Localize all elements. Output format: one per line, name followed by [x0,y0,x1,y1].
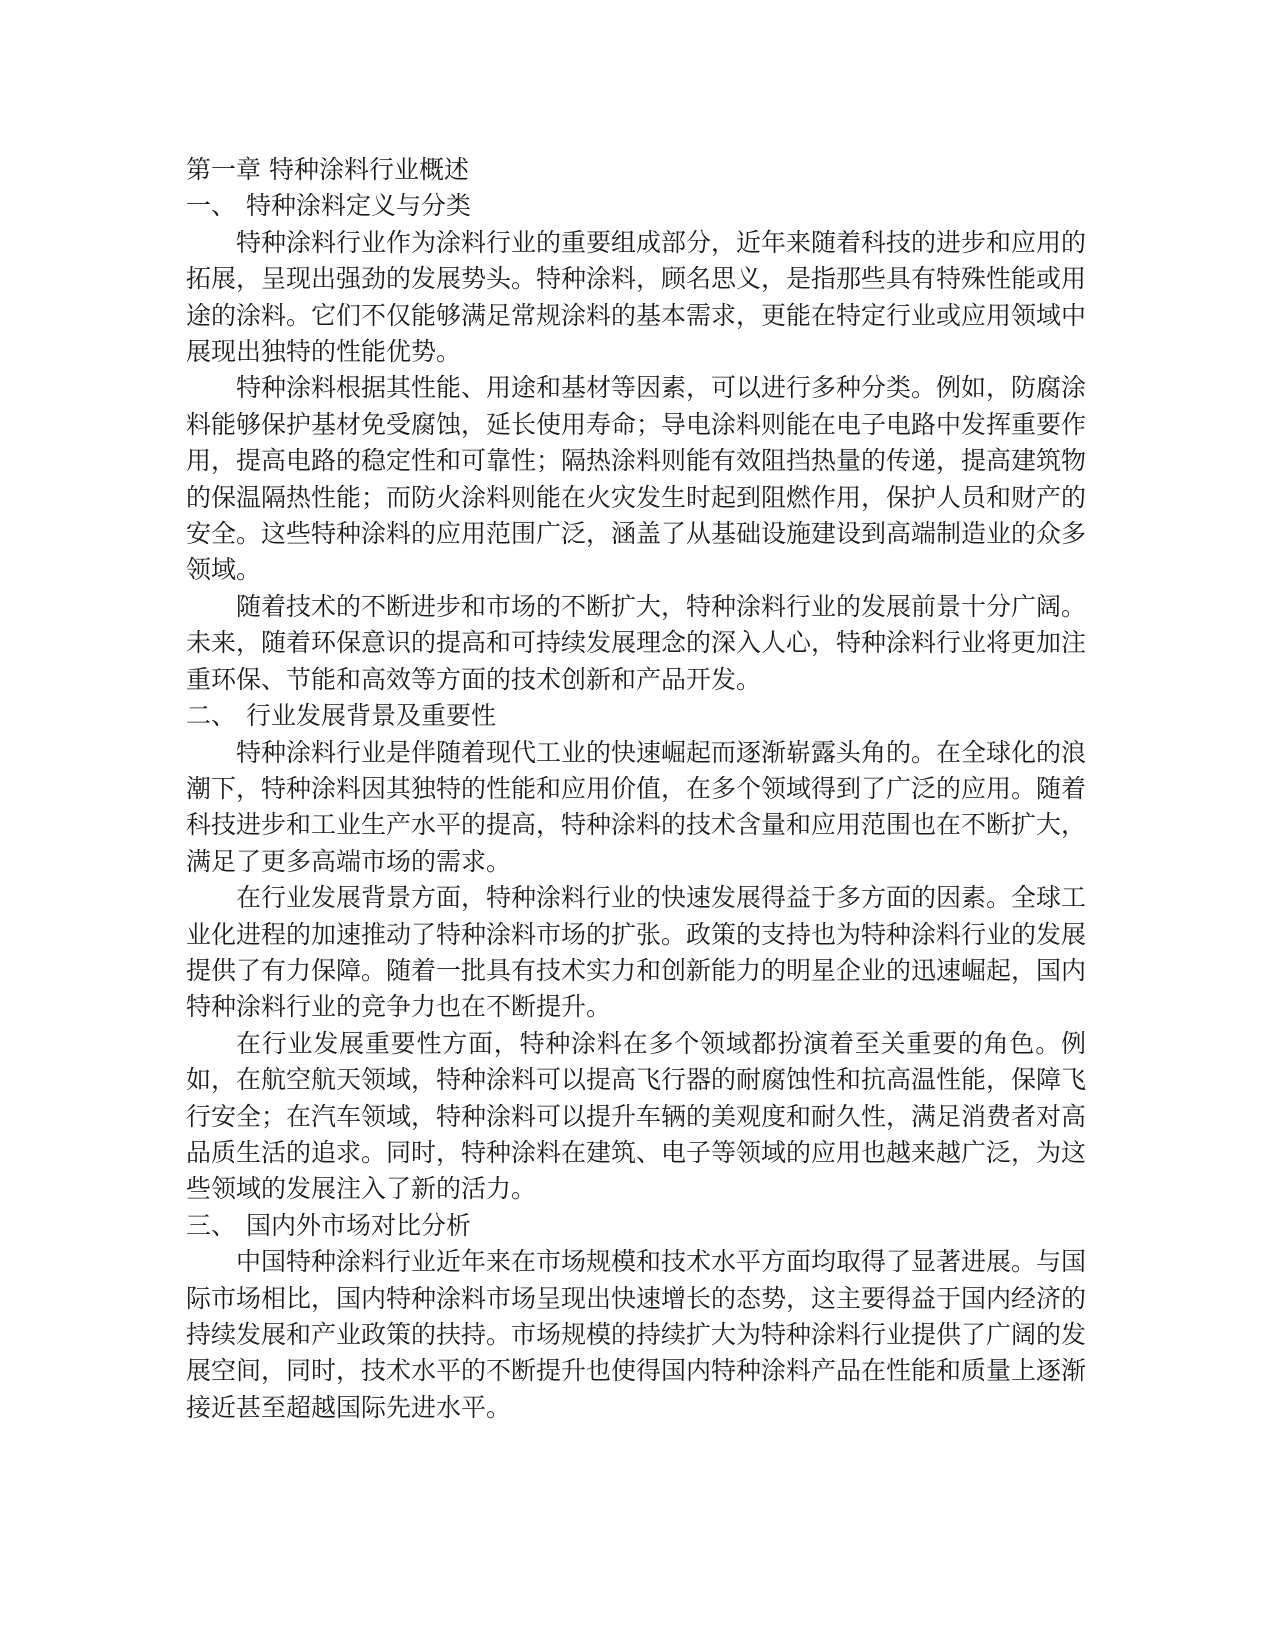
paragraph: 特种涂料行业作为涂料行业的重要组成部分，近年来随着科技的进步和应用的拓展，呈现出强劲的发展势头。特种涂料，顾名思义，是指那些具有特殊性能或用途的涂料。它们不仅能够满足常规涂料的基本需求，更能在特定行业或应用领域中展现出独特的性能优势。 [186,227,1087,367]
section-number: 一、 [186,191,237,221]
section-title: 国内外市场对比分析 [246,1210,472,1240]
section-heading-1 [186,188,1086,224]
paragraph: 在行业发展重要性方面，特种涂料在多个领域都扮演着至关重要的角色。例如，在航空航天领域，特种涂料可以提高飞行器的耐腐蚀性和抗高温性能，保障飞行安全；在汽车领域，特种涂料可以提升车辆的美观度和耐久性，满足消费者对高品质生活的追求。同时，特种涂料在建筑、电子等领域的应用也越来越广泛，为这些领域的发展注入了新的活力。 [186,1028,1087,1204]
document-body [186,152,1086,1426]
chapter-title: 第一章 特种涂料行业概述 [186,155,469,184]
paragraph: 在行业发展背景方面，特种涂料行业的快速发展得益于多方面的因素。全球工业化进程的加速推动了特种涂料市场的扩张。政策的支持也为特种涂料行业的发展提供了有力保障。随着一批具有技术实力和创新能力的明星企业的迅速崛起，国内特种涂料行业的竞争力也在不断提升。 [186,883,1087,1022]
paragraph: 中国特种涂料行业近年来在市场规模和技术水平方面均取得了显著进展。与国际市场相比，国内特种涂料市场呈现出快速增长的态势，这主要得益于国内经济的持续发展和产业政策的扶持。市场规模的持续扩大为特种涂料行业提供了广阔的发展空间，同时，技术水平的不断提升也使得国内特种涂料产品在性能和质量上逐渐接近甚至超越国际先进水平。 [186,1247,1087,1422]
paragraph: 随着技术的不断进步和市场的不断扩大，特种涂料行业的发展前景十分广阔。未来，随着环保意识的提高和可持续发展理念的深入人心，特种涂料行业将更加注重环保、节能和高效等方面的技术创新和产品开发。 [186,591,1087,694]
section-title: 行业发展背景及重要性 [246,701,497,731]
section-title: 特种涂料定义与分类 [246,191,472,221]
paragraph: 特种涂料行业是伴随着现代工业的快速崛起而逐渐崭露头角的。在全球化的浪潮下，特种涂料因其独特的性能和应用价值，在多个领域得到了广泛的应用。随着科技进步和工业生产水平的提高，特种涂料的技术含量和应用范围也在不断扩大，满足了更多高端市场的需求。 [186,737,1087,876]
section-heading-3 [186,1208,1086,1244]
section-heading-2 [186,698,1086,734]
section-number: 三、 [186,1210,237,1240]
section-number: 二、 [186,701,237,731]
paragraph: 特种涂料根据其性能、用途和基材等因素，可以进行多种分类。例如，防腐涂料能够保护基材免受腐蚀，延长使用寿命；导电涂料则能在电子电路中发挥重要作用，提高电路的稳定性和可靠性；隔热涂料则能有效阻挡热量的传递，提高建筑物的保温隔热性能；而防火涂料则能在火灾发生时起到阻燃作用，保护人员和财产的安全。这些特种涂料的应用范围广泛，涵盖了从基础设施建设到高端制造业的众多领域。 [186,373,1087,585]
